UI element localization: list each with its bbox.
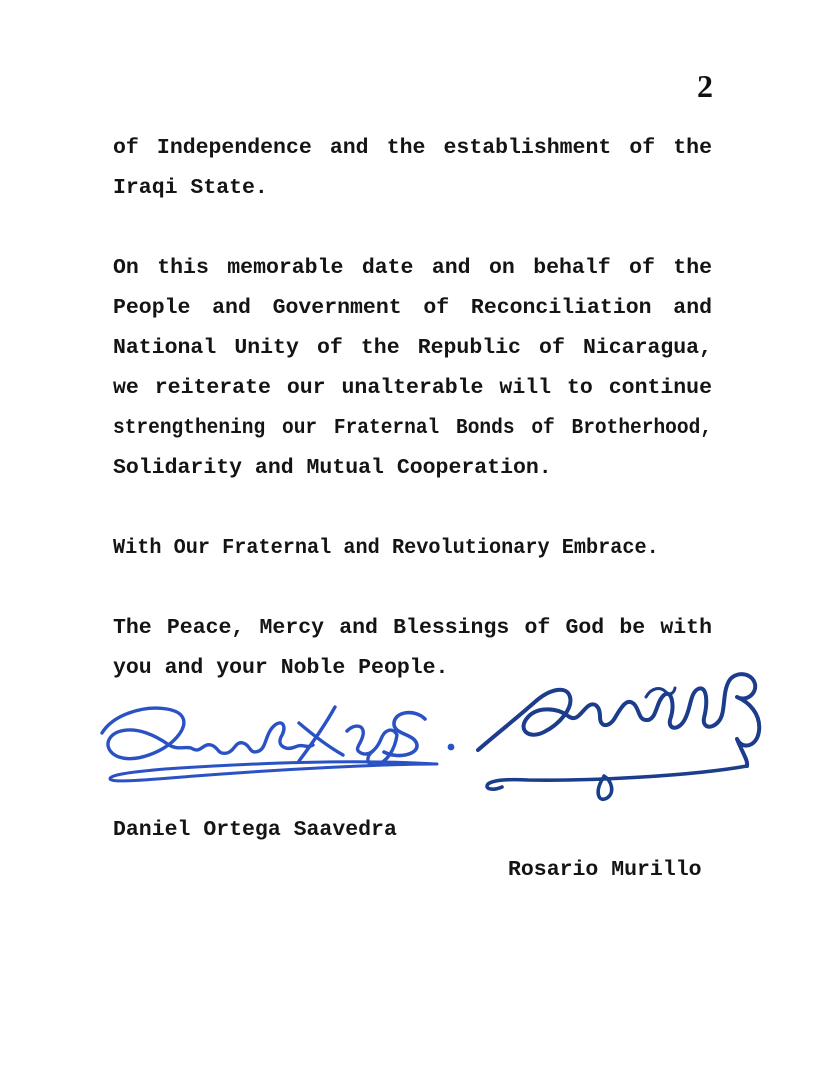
text-line: On this memorable date and on behalf of the bbox=[113, 256, 712, 280]
signature-stroke bbox=[102, 708, 313, 758]
paragraph-3 bbox=[113, 528, 712, 568]
signature-stroke bbox=[299, 723, 343, 755]
signature-dot bbox=[448, 744, 455, 751]
text-line: Iraqi State. bbox=[113, 176, 268, 200]
signature-tilde bbox=[646, 688, 675, 697]
paragraph-2 bbox=[113, 248, 712, 488]
text-line: National Unity of the Republic of Nicaragua, bbox=[113, 336, 712, 360]
text-line: People and Government of Reconciliation and bbox=[113, 296, 712, 320]
paragraph-4 bbox=[113, 608, 712, 688]
signature-stroke bbox=[384, 713, 425, 756]
text-line: Solidarity and Mutual Cooperation. bbox=[113, 456, 552, 480]
text-line: of Independence and the establishment of the bbox=[113, 136, 712, 160]
signer-name-rosario-murillo: Rosario Murillo bbox=[508, 858, 702, 882]
text-line-condensed: With Our Fraternal and Revolutionary Embrace. bbox=[113, 536, 659, 560]
paragraph-gap bbox=[113, 488, 712, 528]
text-line-condensed: strengthening our Fraternal Bonds of Brotherhood, bbox=[113, 416, 713, 440]
paragraph-gap bbox=[113, 208, 712, 248]
paragraph-1 bbox=[113, 128, 712, 208]
signer-names bbox=[113, 770, 763, 882]
paragraph-gap bbox=[113, 568, 712, 608]
letter-body bbox=[113, 128, 712, 688]
signature-stroke bbox=[299, 707, 335, 761]
page-number: 2 bbox=[697, 68, 713, 104]
text-line: you and your Noble People. bbox=[113, 656, 449, 680]
signer-name-daniel-ortega: Daniel Ortega Saavedra bbox=[113, 818, 397, 842]
signature-stroke bbox=[347, 726, 397, 765]
text-line: The Peace, Mercy and Blessings of God be with bbox=[113, 616, 712, 640]
text-line: we reiterate our unalterable will to continue bbox=[113, 376, 712, 400]
